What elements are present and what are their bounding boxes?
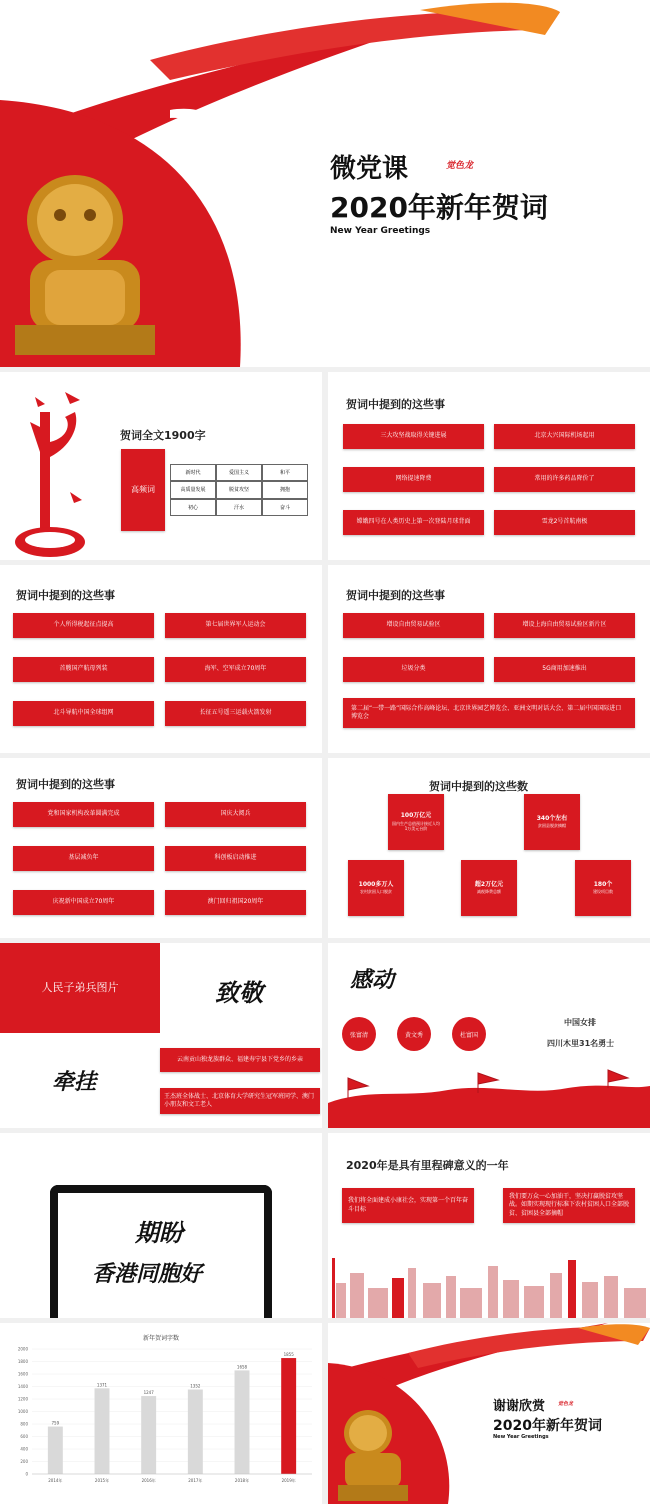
word-cell: 新时代 (170, 464, 216, 481)
slide-milestone (328, 1133, 650, 1318)
event-box: 科创板启动推进 (165, 846, 306, 871)
milestone-left: 我们将全面建成小康社会，实现第一个百年奋斗目标 (342, 1188, 474, 1223)
bar (281, 1358, 296, 1474)
stat-desc: 减税降费总额 (477, 889, 501, 895)
team-label-2: 四川木里31名勇士 (547, 1039, 615, 1048)
person-circle: 杜富国 (452, 1017, 486, 1051)
slide-word-count (0, 372, 322, 560)
event-box: 三大攻坚战取得关键进展 (343, 424, 484, 449)
word-cell: 汗水 (216, 499, 262, 516)
team-label-1: 中国女排 (564, 1018, 596, 1027)
word-cell: 爱国主义 (216, 464, 262, 481)
high-frequency-label: 高频词 (121, 449, 165, 531)
y-tick-label: 1400 (17, 1384, 28, 1389)
soldier-photo-placeholder: 人民子弟兵图片 (0, 943, 160, 1033)
word-grid (170, 464, 308, 516)
events-heading: 贺词中提到的这些事 (16, 589, 115, 602)
numbers-heading: 贺词中提到的这些数 (429, 780, 528, 793)
brand-logo: 觉色龙 (446, 161, 474, 171)
x-tick-label: 2019年 (281, 1478, 296, 1483)
bar-value-label: 1855 (283, 1352, 294, 1358)
event-box: 增设上海自由贸易试验区新片区 (494, 613, 635, 638)
event-box: 第七届世界军人运动会 (165, 613, 306, 638)
slide-numbers (328, 758, 650, 938)
x-tick-label: 2015年 (94, 1478, 110, 1483)
stat-value: 340个左右 (536, 815, 568, 822)
stat-value: 超2万亿元 (474, 881, 504, 888)
event-box: 北京大兴国际机场起用 (494, 424, 635, 449)
y-tick-label: 2000 (17, 1346, 28, 1352)
care-calligraphy: 牵挂 (52, 1069, 97, 1095)
stat-value: 180个 (593, 881, 613, 888)
bar-value-label: 1247 (143, 1390, 154, 1396)
stat-desc: 国内生产总值预计接近人均1万美元台阶 (392, 820, 440, 832)
slide-events-3 (328, 565, 650, 753)
milestone-heading: 2020年是具有里程碑意义的一年 (346, 1159, 509, 1172)
end-subtitle-en: New Year Greetings (493, 1434, 549, 1440)
cover-subtitle-cn: 2020年新年贺词 (330, 191, 548, 224)
stat-box (461, 860, 517, 916)
word-cell: 和平 (262, 464, 308, 481)
word-count-bar-chart (0, 1323, 322, 1504)
event-box: 庆祝新中国成立70周年 (13, 890, 154, 915)
slide-word-chart (0, 1323, 322, 1504)
word-count-heading: 贺词全文1900字 (120, 429, 206, 442)
slide-salute (0, 943, 322, 1128)
stat-box (575, 860, 631, 916)
crowd-flag-banner (328, 1068, 650, 1128)
stat-box (348, 860, 404, 916)
word-cell: 初心 (170, 499, 216, 516)
bar (95, 1388, 110, 1474)
milestone-right: 我们要万众一心加油干，坚决打赢脱贫攻坚战。如期实现现行标准下农村贫困人口全部脱贫、贫困县全部摘帽 (503, 1188, 635, 1223)
monitor-frame (50, 1185, 272, 1318)
stat-desc: 农村贫困人口脱贫 (360, 889, 392, 895)
cover-title: 微党课 (330, 154, 409, 184)
event-box-wide: 第二届“一带一路”国际合作高峰论坛、北京世界园艺博览会、亚洲文明对话大会、第二届中国国际进口博览会 (343, 698, 635, 728)
end-subtitle-cn: 2020年新年贺词 (493, 1418, 602, 1434)
bar (141, 1396, 156, 1474)
event-box: 常用的许多药品降价了 (494, 467, 635, 492)
y-tick-label: 600 (20, 1434, 28, 1439)
y-tick-label: 400 (20, 1446, 28, 1452)
event-box: 国庆大阅兵 (165, 802, 306, 827)
events-heading: 贺词中提到的这些事 (16, 778, 115, 791)
event-box: 雪龙2号首航南极 (494, 510, 635, 535)
person-circle: 张富清 (342, 1017, 376, 1051)
y-tick-label: 1000 (17, 1409, 28, 1414)
event-box: 5G商用加速推出 (494, 657, 635, 682)
stat-desc: 建设项目数 (593, 889, 613, 895)
slide-hongkong (0, 1133, 322, 1318)
word-cell: 高质量发展 (170, 481, 216, 498)
y-tick-label: 1600 (17, 1371, 28, 1377)
event-box: 首艘国产航母列装 (13, 657, 154, 682)
city-skyline-image (328, 1238, 650, 1318)
event-box: 嫦娥四号在人类历史上第一次登陆月球背面 (343, 510, 484, 535)
lion-statue-image (333, 1403, 413, 1503)
x-tick-label: 2018年 (234, 1478, 250, 1483)
bar-value-label: 1352 (190, 1383, 201, 1389)
event-box: 北斗导航中国全球组网 (13, 701, 154, 726)
y-tick-label: 800 (20, 1421, 28, 1427)
bar-value-label: 1658 (236, 1364, 248, 1370)
lion-statue-image (5, 160, 165, 360)
events-heading: 贺词中提到的这些事 (346, 398, 445, 411)
y-tick-label: 0 (25, 1471, 28, 1477)
word-cell: 奋斗 (262, 499, 308, 516)
bar (48, 1427, 63, 1474)
bar-value-label: 1371 (96, 1382, 108, 1388)
x-tick-label: 2017年 (188, 1478, 203, 1483)
bar-value-label: 759 (51, 1420, 60, 1426)
hongkong-calligraphy: 香港同胞好 (92, 1261, 203, 1287)
chart-title: 新年贺词字数 (142, 1335, 180, 1342)
event-box: 增设自由贸易试验区 (343, 613, 484, 638)
events-heading: 贺词中提到的这些事 (346, 589, 445, 602)
stat-box (524, 794, 580, 850)
slide-events-2 (0, 565, 322, 753)
slide-events-1 (328, 372, 650, 560)
event-box: 网络提速降费 (343, 467, 484, 492)
slide-events-4 (0, 758, 322, 938)
event-box: 基层减负年 (13, 846, 154, 871)
brand-logo: 觉色龙 (558, 1401, 574, 1407)
slide-touching (328, 943, 650, 1128)
salute-calligraphy: 致敬 (215, 978, 263, 1007)
bar (188, 1390, 203, 1475)
event-box: 澳门回归祖国20周年 (165, 890, 306, 915)
event-box: 党和国家机构改革圆满完成 (13, 802, 154, 827)
cover-slide (0, 0, 650, 367)
x-tick-label: 2016年 (141, 1478, 156, 1483)
y-tick-label: 1200 (17, 1396, 28, 1402)
event-box: 垃圾分类 (343, 657, 484, 682)
event-box: 个人所得税起征点提高 (13, 613, 154, 638)
bar (235, 1370, 250, 1474)
y-tick-label: 200 (20, 1459, 28, 1464)
word-cell: 脱贫攻坚 (216, 481, 262, 498)
cover-subtitle-en: New Year Greetings (330, 226, 431, 236)
stat-desc: 贫困县脱贫摘帽 (538, 823, 566, 829)
care-line-2: 王杰班全体战士、北京体育大学研究生冠军班同学、澳门小朋友和文工老人 (160, 1088, 320, 1114)
hope-calligraphy: 期盼 (135, 1218, 183, 1247)
stat-box (388, 794, 444, 850)
end-title: 谢谢欣赏 (493, 1399, 546, 1414)
word-cell: 拥抱 (262, 481, 308, 498)
end-slide (328, 1323, 650, 1504)
monument-icon (10, 382, 120, 560)
x-tick-label: 2014年 (48, 1478, 63, 1483)
stat-value: 1000多万人 (358, 881, 394, 888)
person-circle: 黄文秀 (397, 1017, 431, 1051)
stat-value: 100万亿元 (400, 812, 432, 820)
event-box: 长征五号遥三运载火箭发射 (165, 701, 306, 726)
care-line-1: 云南贡山独龙族群众、福建寿宁县下党乡的乡亲 (160, 1048, 320, 1072)
y-tick-label: 1800 (17, 1359, 28, 1364)
touching-calligraphy: 感动 (350, 967, 395, 993)
event-box: 海军、空军成立70周年 (165, 657, 306, 682)
